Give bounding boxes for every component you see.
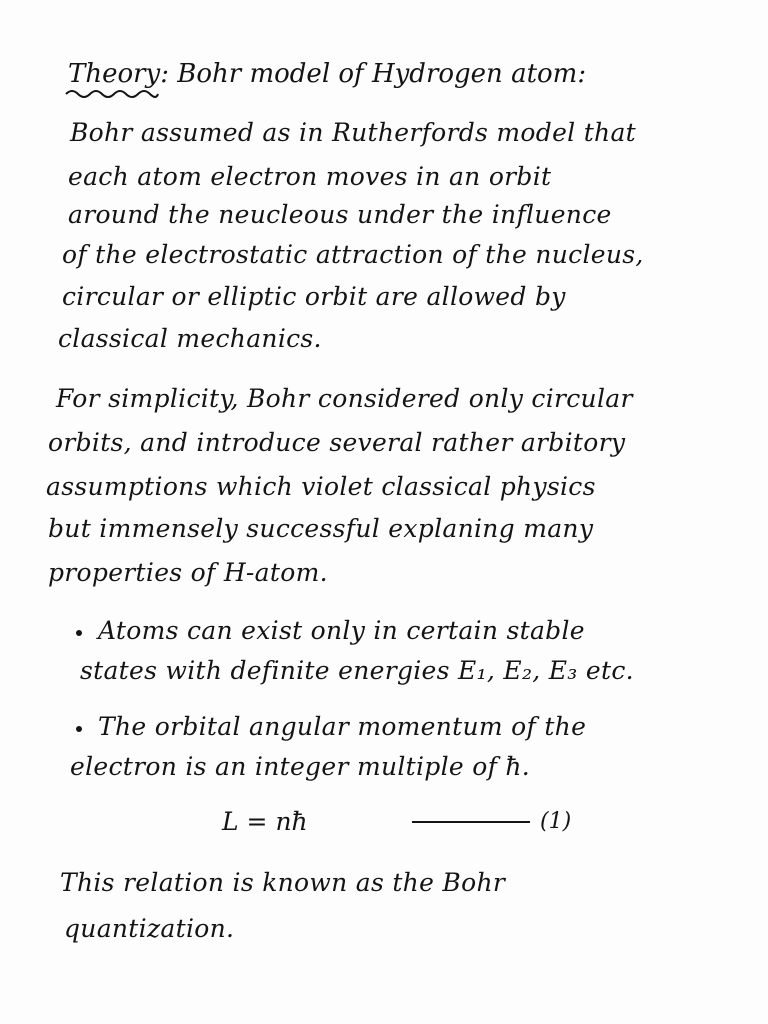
- bullet2-line-2: electron is an integer multiple of ħ.: [70, 752, 531, 781]
- paragraph1-line-1: Bohr assumed as in Rutherfords model that: [70, 118, 637, 147]
- paragraph2-line-4: but immensely successful explaning many: [48, 514, 594, 543]
- paragraph1-line-4: of the electrostatic attraction of the nucleus,: [62, 240, 644, 269]
- bullet1-line-1: [76, 616, 585, 646]
- paragraph1-line-5: circular or elliptic orbit are allowed by: [62, 282, 566, 311]
- heading-title: Bohr model of Hydrogen atom:: [177, 59, 587, 89]
- theory-label: Theory:: [68, 59, 170, 89]
- paragraph2-line-3: assumptions which violet classical physics: [46, 472, 596, 501]
- underline-squiggle: [64, 86, 160, 100]
- paragraph1-line-3: around the neucleous under the influence: [68, 200, 612, 229]
- equation-number: (1): [540, 809, 572, 834]
- equation: [222, 802, 582, 842]
- bullet1-line-2: states with definite energies E₁, E₂, E₃ etc.: [80, 656, 634, 685]
- paragraph2-line-2: orbits, and introduce several rather arbitory: [48, 428, 626, 457]
- paragraph1-line-6: classical mechanics.: [58, 324, 322, 353]
- bullet2-line-1: [76, 712, 586, 742]
- bullet2-text: The orbital angular momentum of the: [98, 712, 587, 741]
- equation-expression: L = nħ: [222, 807, 308, 836]
- paragraph1-line-2: each atom electron moves in an orbit: [68, 162, 552, 191]
- paragraph2-line-1: For simplicity, Bohr considered only circular: [56, 384, 633, 413]
- equation-dash: [412, 821, 530, 823]
- closing-line-1: This relation is known as the Bohr: [60, 868, 506, 897]
- closing-line-2: quantization.: [64, 914, 235, 943]
- bullet-dot: [76, 726, 82, 732]
- bullet1-text: Atoms can exist only in certain stable: [98, 616, 585, 645]
- paragraph2-line-5: properties of H-atom.: [48, 558, 328, 587]
- bullet-dot: [76, 630, 82, 636]
